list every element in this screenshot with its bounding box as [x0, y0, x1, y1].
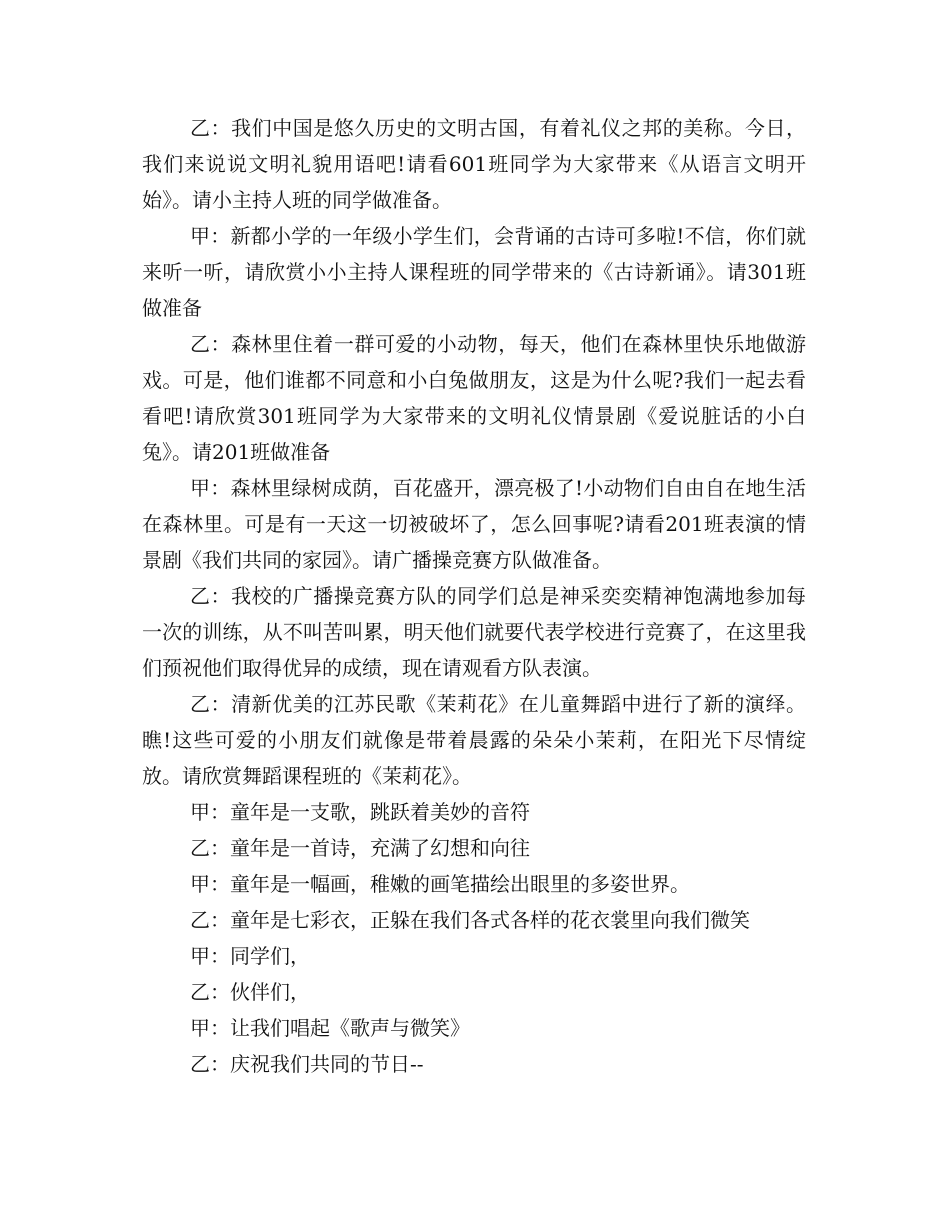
dialogue-line-1: 甲：童年是一支歌，跳跃着美妙的音符: [190, 800, 530, 824]
script-body: [142, 110, 806, 1082]
paragraph-2: 甲：新都小学的一年级小学生们，会背诵的古诗可多啦!不信，你们就来听一听，请欣赏小小主持人课程班的同学带来的《古诗新诵》。请301班做准备: [142, 224, 806, 320]
dialogue-line-7: 甲：让我们唱起《歌声与微笑》: [190, 1016, 470, 1040]
dialogue-line-4: 乙：童年是七彩衣，正躲在我们各式各样的花衣裳里向我们微笑: [190, 908, 750, 932]
dialogue-line-5: 甲：同学们，: [190, 944, 310, 968]
paragraph-4: 甲：森林里绿树成荫，百花盛开，漂亮极了!小动物们自由自在地生活在森林里。可是有一天这一切被破坏了，怎么回事呢?请看201班表演的情景剧《我们共同的家园》。请广播操竞赛方队做准备。: [142, 476, 806, 572]
dialogue-line-6: 乙：伙伴们，: [190, 980, 310, 1004]
dialogue-line-2: 乙：童年是一首诗，充满了幻想和向往: [190, 836, 530, 860]
paragraph-3: 乙：森林里住着一群可爱的小动物，每天，他们在森林里快乐地做游戏。可是，他们谁都不同意和小白兔做朋友，这是为什么呢?我们一起去看看吧!请欣赏301班同学为大家带来的文明礼仪情景剧《爱说脏话的小白兔》。请201班做准备: [142, 332, 806, 464]
dialogue-line-8: 乙：庆祝我们共同的节日--: [190, 1052, 424, 1076]
paragraph-5: 乙：我校的广播操竞赛方队的同学们总是神采奕奕精神饱满地参加每一次的训练，从不叫苦叫累，明天他们就要代表学校进行竞赛了，在这里我们预祝他们取得优异的成绩，现在请观看方队表演。: [142, 584, 806, 680]
paragraph-1: 乙：我们中国是悠久历史的文明古国，有着礼仪之邦的美称。今日，我们来说说文明礼貌用语吧!请看601班同学为大家带来《从语言文明开始》。请小主持人班的同学做准备。: [142, 116, 806, 212]
paragraph-6: 乙：清新优美的江苏民歌《茉莉花》在儿童舞蹈中进行了新的演绎。瞧!这些可爱的小朋友们就像是带着晨露的朵朵小茉莉，在阳光下尽情绽放。请欣赏舞蹈课程班的《茉莉花》。: [142, 692, 806, 788]
dialogue-line-3: 甲：童年是一幅画，稚嫩的画笔描绘出眼里的多姿世界。: [190, 872, 690, 896]
